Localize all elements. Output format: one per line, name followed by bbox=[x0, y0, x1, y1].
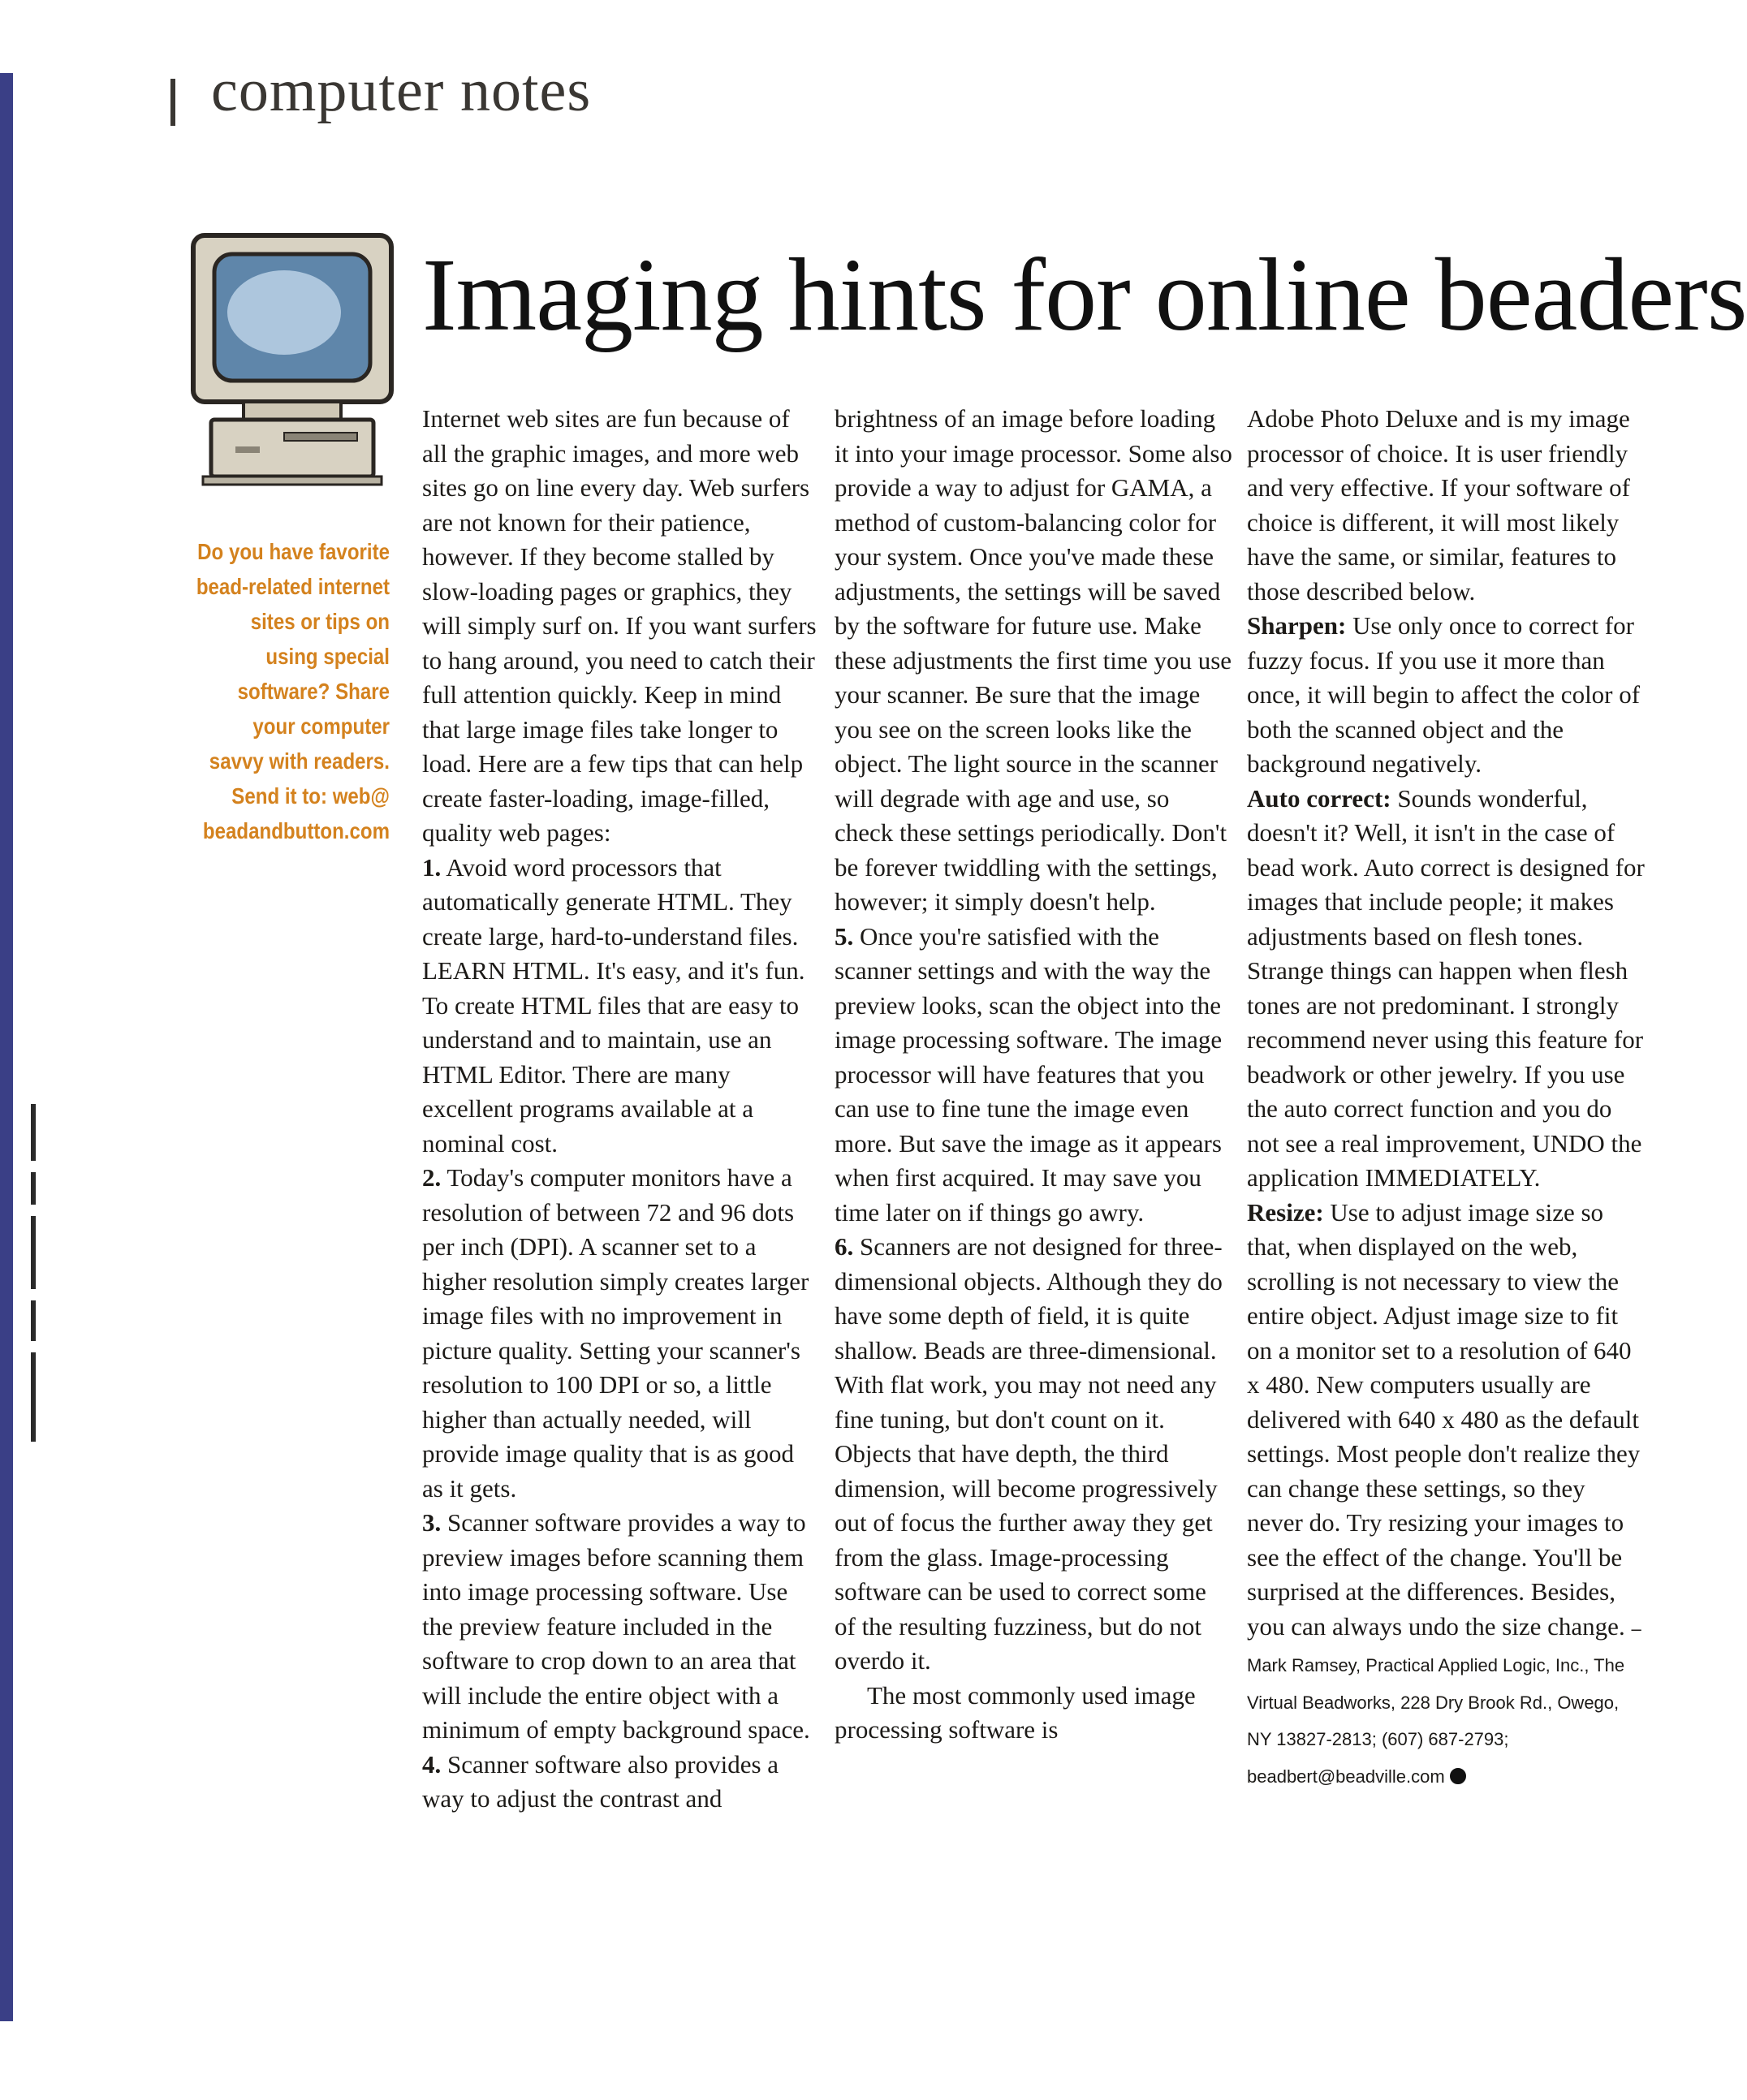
tip-5-text: Once you're satisfied with the scanner settings and with the way the preview looks, scan the object into the image processing software. The image processor will have features that you can use to fine tune the image even more. But save the image as it appears when first acquired. It may save you time later on if things go awry. bbox=[835, 921, 1223, 1227]
tip-5 bbox=[835, 920, 1232, 1231]
tip-3 bbox=[422, 1506, 820, 1748]
tip-3-text: Scanner software provides a way to preview images before scanning them into image processing software. Use the preview feature included in the software to crop down to an area that will include the entire object with a minimum of empty background space. bbox=[422, 1508, 810, 1744]
tip-6 bbox=[835, 1230, 1232, 1679]
closing-paragraph-continued: Adobe Photo Deluxe and is my image processor of choice. It is user friendly and very effective. If your software of choice is different, it will most likely have the same, or similar, features to those described below. bbox=[1247, 404, 1630, 606]
article-column-2 bbox=[835, 402, 1232, 1748]
section-label bbox=[170, 57, 591, 126]
intro-paragraph: Internet web sites are fun because of all the graphic images, and more web sites go on line every day. Web surfers are not known for their patience, however. If they become stalled by slow-loading pages or graphics, they will simply surf on. If you want surfers to hang around, you need to catch their full attention quickly. Keep in mind that large image files take longer to load. Here are a few tips that can help create faster-loading, image-filled, quality web pages: bbox=[422, 404, 817, 847]
tip-3-number: 3. bbox=[422, 1508, 442, 1537]
tip-1 bbox=[422, 851, 820, 1162]
tip-6-text: Scanners are not designed for three-dimensional objects. Although they do have some depth of field, it is quite shallow. Beads are three-dimensional. With flat work, you may not need any fine tuning, but don't count on it. Objects that have depth, the third dimension, will become progressively out of focus the further away they get from the glass. Image-processing software can be used to correct some of the resulting fuzziness, but do not overdo it. bbox=[835, 1232, 1223, 1675]
tip-1-number: 1. bbox=[422, 852, 442, 882]
sidebar-callout: Do you have favorite bead-related internet sites or tips on using special software? Share your computer savvy with readers. Send it to: web@ beadandbutton.com bbox=[196, 539, 390, 843]
tip-4-text-start: Scanner software also provides a way to adjust the contrast and bbox=[422, 1749, 779, 1813]
tip-2-number: 2. bbox=[422, 1163, 442, 1192]
resize-label: Resize: bbox=[1247, 1197, 1324, 1227]
resize-text: Use to adjust image size so that, when displayed on the web, scrolling is not necessary to view the entire object. Adjust image size to fit on a monitor set to a resolution of 640 x 480. New computers usually are delivered with 640 x 480 as the default settings. Most people don't realize they can change these settings, so they never do. Try resizing your images to see the effect of the change. You'll be surprised at the differences. Besides, you can always undo the size change. bbox=[1247, 1197, 1641, 1641]
binding-marks bbox=[31, 1104, 39, 1445]
tip-2 bbox=[422, 1161, 820, 1506]
resize-entry bbox=[1247, 1196, 1645, 1795]
tip-5-number: 5. bbox=[835, 921, 854, 951]
computer-monitor-icon bbox=[187, 231, 398, 491]
autocorrect-text: Sounds wonderful, doesn't it? Well, it isn't in the case of bead work. Auto correct is designed for images that include people; it makes adjustments based on flesh tones. Strange things can happen when flesh tones are not predominant. I strongly recommend never using this feature for beadwork or other jewelry. If you use the auto correct function and you do not see a real improvement, UNDO the application IMMEDIATELY. bbox=[1247, 783, 1645, 1192]
end-dot-icon bbox=[1450, 1768, 1466, 1784]
section-label-text: computer notes bbox=[211, 58, 592, 124]
tip-4 bbox=[422, 1748, 820, 1817]
article-column-1 bbox=[422, 402, 820, 1817]
sharpen-entry bbox=[1247, 609, 1645, 782]
tip-1-text: Avoid word processors that automatically generate HTML. They create large, hard-to-understand files. LEARN HTML. It's easy, and it's fun. To create HTML files that are easy to understand and to maintain, use an HTML Editor. There are many excellent programs available at a nominal cost. bbox=[422, 852, 805, 1158]
tip-6-number: 6. bbox=[835, 1232, 854, 1261]
sharpen-label: Sharpen: bbox=[1247, 611, 1347, 640]
page-spine-edge bbox=[0, 73, 13, 2021]
author-credit: – Mark Ramsey, Practical Applied Logic, Inc., The Virtual Beadworks, 228 Dry Brook Rd., Owego, NY 13827-2813; (607) 687-2793; beadbert@beadville.com bbox=[1247, 1618, 1641, 1787]
article-column-3 bbox=[1247, 402, 1645, 1794]
autocorrect-entry bbox=[1247, 782, 1645, 1196]
page-title: Imaging hints for online beaders bbox=[422, 237, 1747, 352]
closing-paragraph-start: The most commonly used image processing software is bbox=[835, 1680, 1196, 1744]
tip-4-number: 4. bbox=[422, 1749, 442, 1779]
sharpen-text: Use only once to correct for fuzzy focus. If you use it more than once, it will begin to affect the color of both the scanned object and the background negatively. bbox=[1247, 611, 1641, 778]
tip-4-continued: brightness of an image before loading it into your image processor. Some also provide a way to adjust for GAMA, a method of custom-balancing color for your system. Once you've made these adjustments, the settings will be saved by the software for future use. Make these adjustments the first time you use your scanner. Be sure that the image you see on the screen looks like the object. The light source in the scanner will degrade with age and use, so check these settings periodically. Don't be forever twiddling with the settings, however; it simply doesn't help. bbox=[835, 404, 1232, 916]
autocorrect-label: Auto correct: bbox=[1247, 783, 1391, 813]
tip-2-text: Today's computer monitors have a resolution of between 72 and 96 dots per inch (DPI). A scanner set to a higher resolution simply creates larger image files with no improvement in picture quality. Setting your scanner's resolution to 100 DPI or so, a little higher than actually needed, will provide image quality that is as good as it gets. bbox=[422, 1163, 809, 1503]
